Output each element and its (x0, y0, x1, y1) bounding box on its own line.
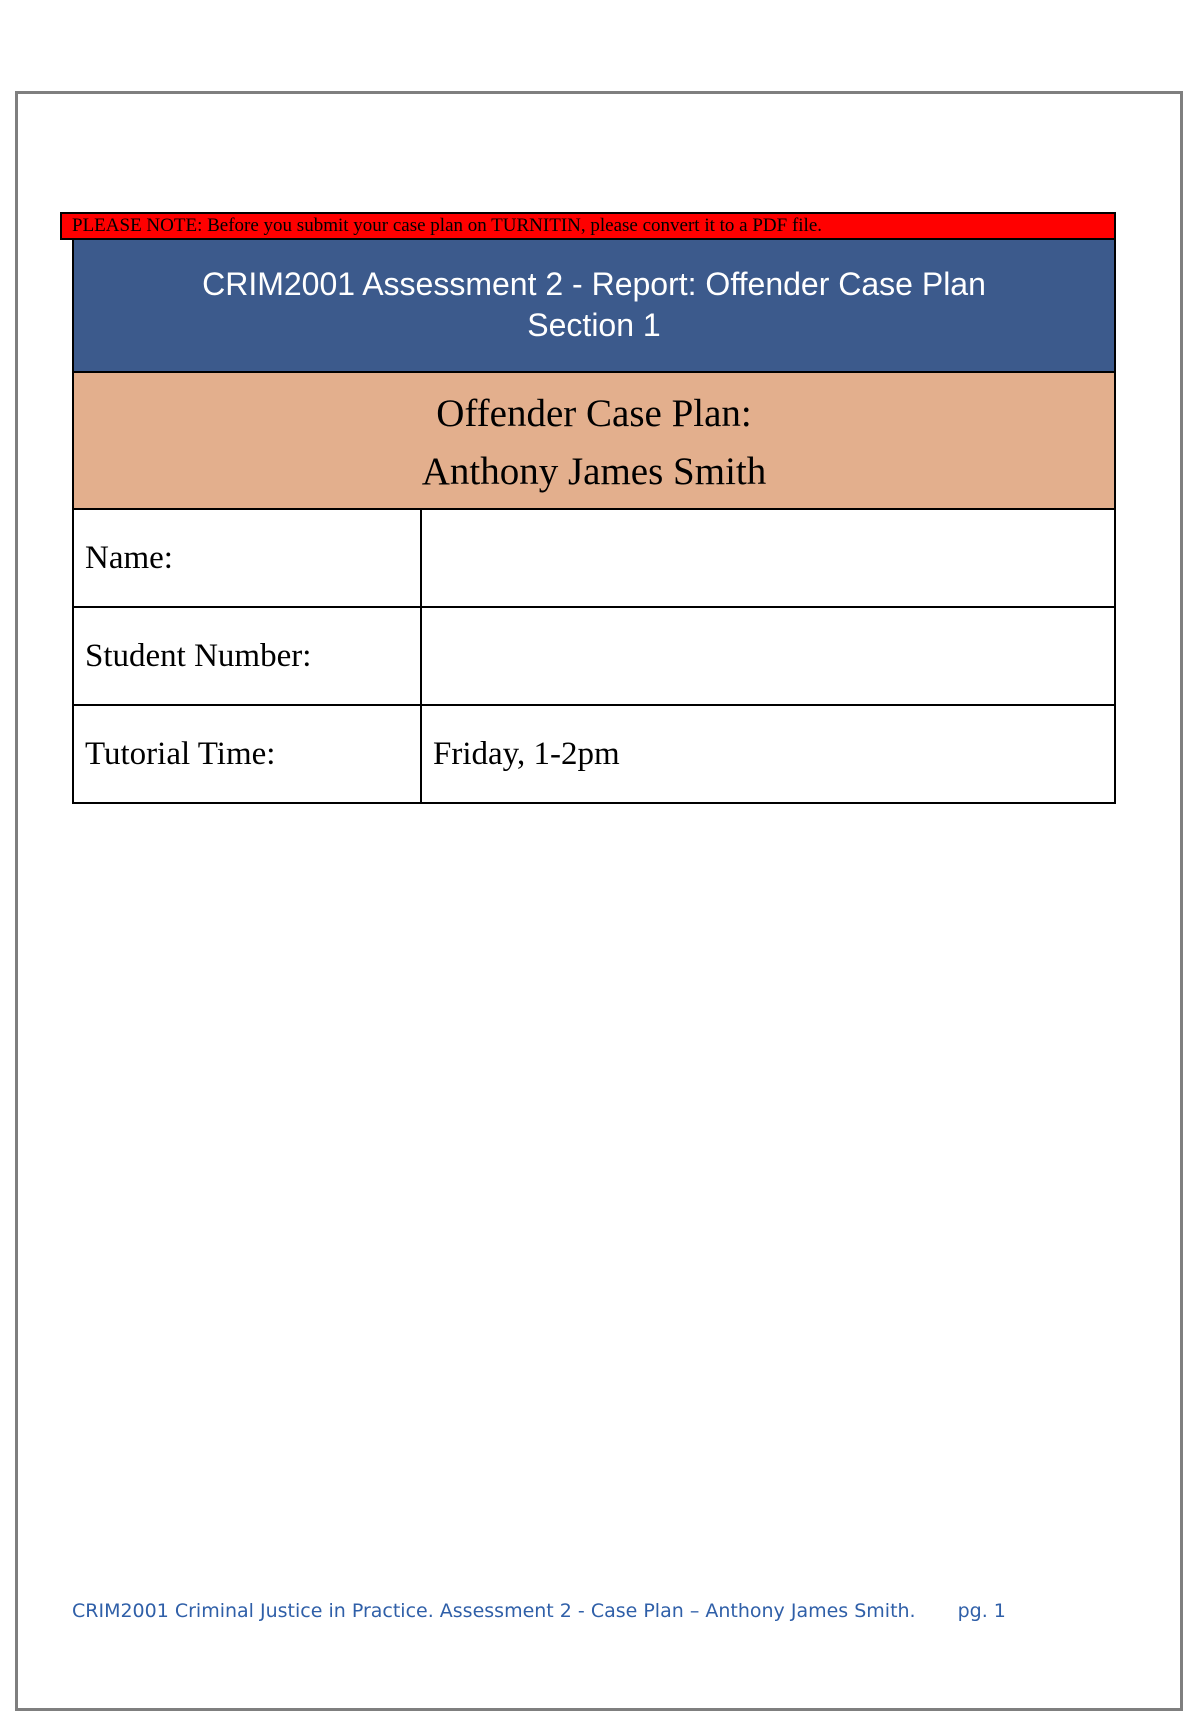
student-number-label: Student Number: (73, 607, 421, 705)
case-plan-title: Offender Case Plan: (436, 392, 752, 435)
section-label: Section 1 (527, 307, 661, 343)
name-label: Name: (73, 509, 421, 607)
table-row (73, 509, 1115, 607)
page-number: pg. 1 (957, 1600, 1006, 1622)
assessment-title-block (72, 240, 1116, 371)
case-plan-heading (72, 371, 1116, 510)
tutorial-time-label: Tutorial Time: (73, 705, 421, 803)
table-row (73, 607, 1115, 705)
submission-notice: PLEASE NOTE: Before you submit your case plan on TURNITIN, please convert it to a PDF file. (60, 212, 1116, 240)
footer-text: CRIM2001 Criminal Justice in Practice. Assessment 2 - Case Plan – Anthony James Smith. (72, 1600, 916, 1622)
tutorial-time-value[interactable]: Friday, 1-2pm (421, 705, 1115, 803)
name-value[interactable] (421, 509, 1115, 607)
student-info-table (72, 508, 1116, 804)
page-footer (72, 1600, 1072, 1622)
table-row (73, 705, 1115, 803)
assessment-title: CRIM2001 Assessment 2 - Report: Offender Case Plan (202, 266, 986, 302)
offender-name: Anthony James Smith (421, 450, 767, 493)
student-number-value[interactable] (421, 607, 1115, 705)
